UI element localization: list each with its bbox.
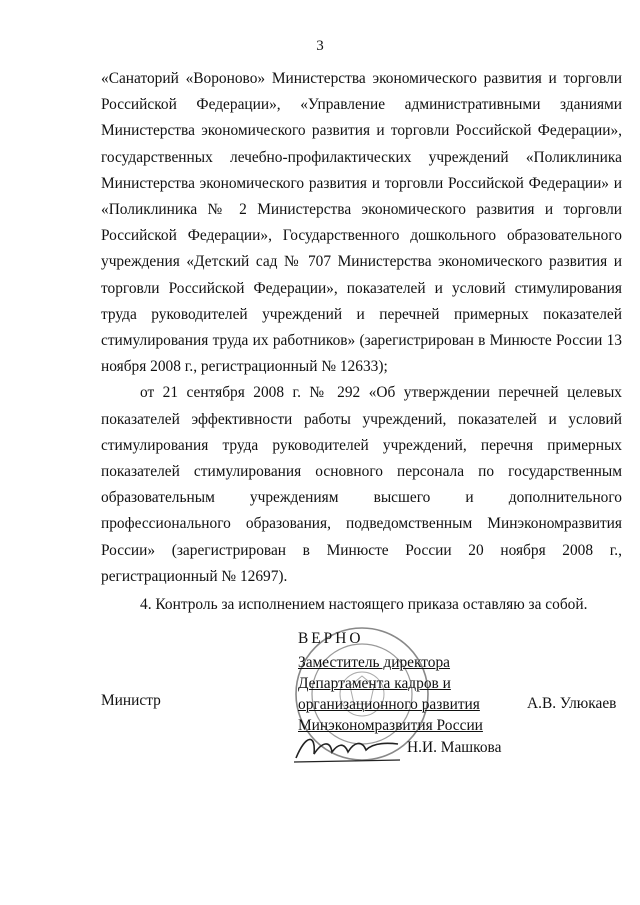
certification-verno: ВЕРНО — [298, 630, 364, 647]
document-body — [101, 66, 622, 618]
paragraph-order-292: от 21 сентября 2008 г. № 292 «Об утверждении перечней целевых показателей эффективности работы учреждений, показателей и условий стимулирования труда руководителей учреждений, перечня примерных показателей стимулирования основного персонала по государственным образовательным учреждениям высшего и дополнительного профессионального образования, подведомственным Минэкономразвития России» (зарегистрирован в Минюсте России 20 ноября 2008 г., регистрационный № 12697). — [101, 384, 622, 585]
signatory-title: Министр — [101, 692, 161, 709]
certification-line: организационного развития — [298, 696, 480, 713]
certification-line: Минэкономразвития России — [298, 717, 483, 734]
paragraph-item-4: 4. Контроль за исполнением настоящего приказа оставляю за собой. — [140, 596, 588, 614]
paragraph-continuation: «Санаторий «Вороново» Министерства экономического развития и торговли Российской Федерации», «Управление административными зданиями Министерства экономического развития и торговли Российской Федерации», государственных лечебно-профилактических учреждений «Поликлиника Министерства экономического развития и торговли Российской Федерации» и «Поликлиника № 2 Министерства экономического развития и торговли Российской Федерации», Государственного дошкольного образовательного учреждения «Детский сад № 707 Министерства экономического развития и торговли Российской Федерации», показателей и условий стимулирования труда руководителей учреждений и перечней примерных показателей стимулирования труда их работников» (зарегистрирован в Минюсте России 13 ноября 2008 г., регистрационный № 12633); — [101, 70, 622, 376]
handwritten-signature — [292, 728, 402, 768]
certification-block — [298, 652, 483, 736]
page-number: 3 — [316, 38, 324, 54]
signatory-name: А.В. Улюкаев — [527, 695, 617, 712]
certifier-name: Н.И. Машкова — [407, 739, 502, 756]
certification-line: Департамента кадров и — [298, 675, 451, 692]
certification-line: Заместитель директора — [298, 654, 451, 671]
